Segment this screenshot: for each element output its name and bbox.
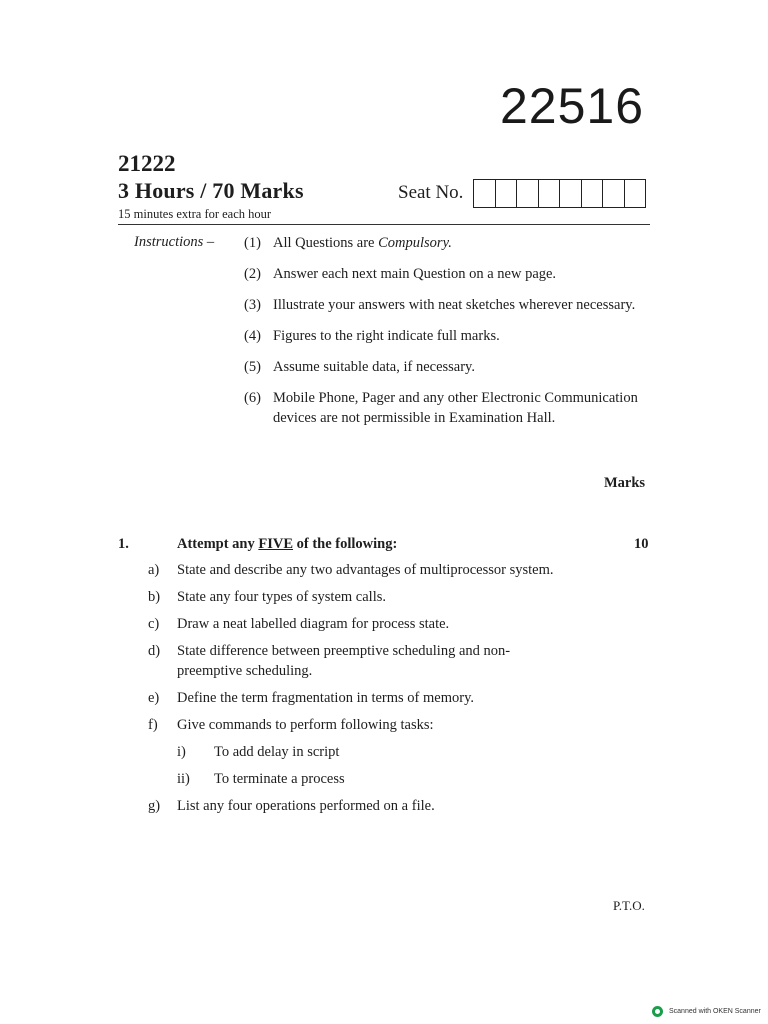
subpart-label: ii) <box>177 771 190 787</box>
subpart-label: i) <box>177 744 186 760</box>
paper-code: 22516 <box>500 78 645 134</box>
question-part <box>148 614 568 634</box>
instruction-item <box>244 326 644 346</box>
question-number: 1. <box>118 536 129 552</box>
question-part <box>148 715 568 735</box>
instruction-text: Figures to the right indicate full marks. <box>273 328 500 344</box>
part-label: b) <box>148 589 161 605</box>
instruction-item <box>244 388 644 428</box>
session-code: 21222 <box>118 151 176 176</box>
subpart-text: To add delay in script <box>214 744 340 760</box>
part-text: Draw a neat labelled diagram for process state. <box>177 616 450 632</box>
part-text: State difference between preemptive scheduling and non-preemptive scheduling. <box>177 643 511 679</box>
question-part <box>148 688 568 708</box>
seat-box <box>560 180 582 207</box>
subpart-text: To terminate a process <box>214 771 345 787</box>
please-turn-over: P.T.O. <box>613 898 645 913</box>
question-title-pre: Attempt any <box>177 536 259 552</box>
scanner-logo-icon <box>652 1006 663 1017</box>
instruction-number: (4) <box>244 328 261 344</box>
question-marks: 10 <box>634 536 649 552</box>
part-label: d) <box>148 643 161 659</box>
question-title <box>177 535 397 553</box>
instruction-text: Answer each next main Question on a new page. <box>273 266 557 282</box>
seat-box <box>625 180 646 207</box>
instruction-number: (2) <box>244 266 261 282</box>
part-label: g) <box>148 798 161 814</box>
seat-box <box>539 180 561 207</box>
instruction-item <box>244 233 644 253</box>
seat-box <box>582 180 604 207</box>
instructions-label: Instructions – <box>134 234 215 250</box>
question-part <box>148 587 568 607</box>
question-part <box>148 560 568 580</box>
instruction-number: (1) <box>244 235 261 251</box>
scanner-text: Scanned with OKEN Scanner <box>669 1008 761 1015</box>
instruction-number: (6) <box>244 390 261 406</box>
instruction-text-emphasis: Compulsory. <box>378 235 452 251</box>
question-title-post: of the following: <box>293 536 398 552</box>
instruction-text <box>273 233 644 253</box>
question-part <box>148 796 568 816</box>
seat-number-label: Seat No. <box>398 182 464 203</box>
instructions-list <box>244 233 644 439</box>
seat-box <box>603 180 625 207</box>
instruction-number: (5) <box>244 359 261 375</box>
part-text: State and describe any two advantages of multiprocessor system. <box>177 562 554 578</box>
seat-box <box>517 180 539 207</box>
part-text: List any four operations performed on a file. <box>177 798 435 814</box>
question-part <box>148 641 568 681</box>
seat-box <box>474 180 496 207</box>
instruction-number: (3) <box>244 297 261 313</box>
scanner-watermark <box>652 1006 761 1017</box>
instruction-item <box>244 295 644 315</box>
part-text: Define the term fragmentation in terms of memory. <box>177 690 475 706</box>
seat-number-boxes <box>473 179 646 208</box>
instruction-item <box>244 264 644 284</box>
part-text: Give commands to perform following tasks: <box>177 717 434 733</box>
question-parts <box>148 560 568 823</box>
instruction-item <box>244 357 644 377</box>
part-label: c) <box>148 616 160 632</box>
part-text: State any four types of system calls. <box>177 589 386 605</box>
instruction-text: Illustrate your answers with neat sketches wherever necessary. <box>273 297 636 313</box>
header-divider <box>118 224 650 225</box>
part-label: e) <box>148 690 160 706</box>
marks-heading: Marks <box>604 475 646 491</box>
instruction-text-main: All Questions are <box>273 235 379 251</box>
exam-duration: 3 Hours / 70 Marks <box>118 178 304 203</box>
seat-box <box>496 180 518 207</box>
instruction-text: Assume suitable data, if necessary. <box>273 359 475 375</box>
question-title-emphasis: FIVE <box>258 536 294 552</box>
extra-time-note: 15 minutes extra for each hour <box>118 207 272 221</box>
part-label: f) <box>148 717 158 733</box>
instruction-text: Mobile Phone, Pager and any other Electronic Communication devices are not permissible in Examination Hall. <box>273 390 638 426</box>
question-subpart <box>148 742 568 762</box>
part-label: a) <box>148 562 160 578</box>
question-subpart <box>148 769 568 789</box>
